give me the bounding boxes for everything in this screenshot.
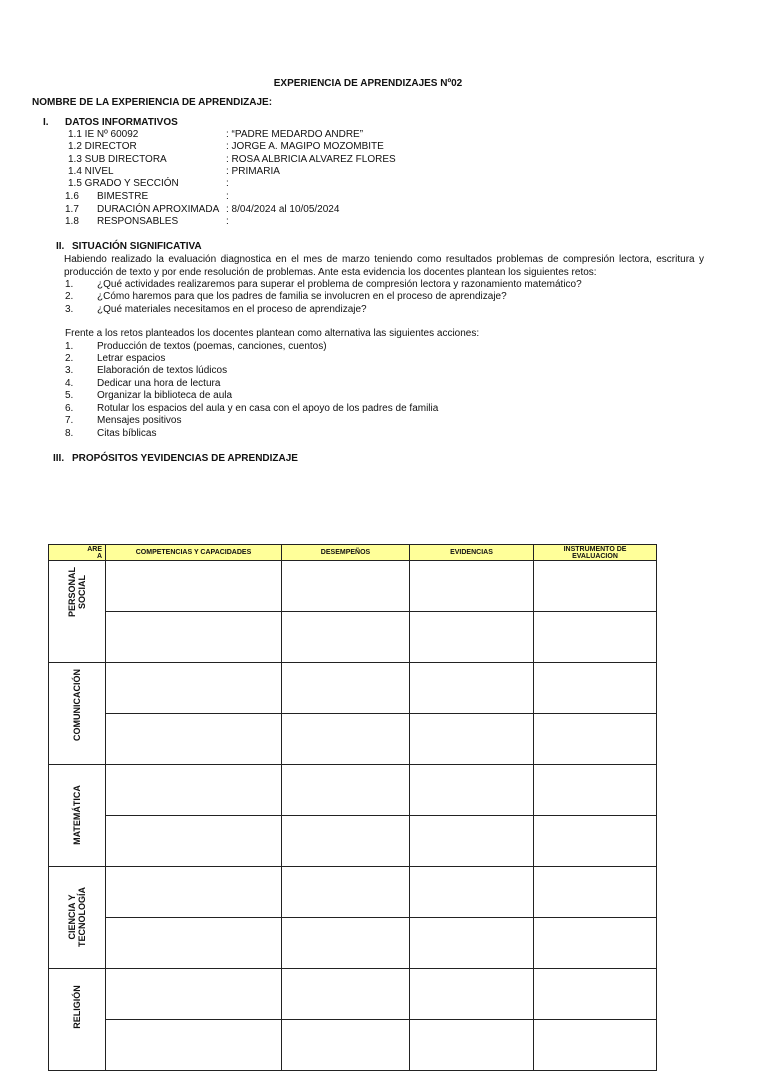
competencias-cell[interactable]: [106, 561, 282, 612]
instrumento-cell[interactable]: [534, 663, 657, 714]
desempenos-cell[interactable]: [282, 612, 410, 663]
instrumento-cell[interactable]: [534, 867, 657, 918]
info-label-subdirectora: 1.3 SUB DIRECTORA: [68, 154, 167, 165]
action-number: 4.: [65, 378, 74, 389]
action-number: 5.: [65, 390, 74, 401]
desempenos-cell[interactable]: [282, 1020, 410, 1071]
evidencias-cell[interactable]: [410, 867, 534, 918]
table-row: [49, 816, 657, 867]
instrumento-cell[interactable]: [534, 918, 657, 969]
info-label-nivel: 1.4 NIVEL: [68, 166, 114, 177]
area-label: COMUNICACIÓN: [72, 669, 82, 741]
info-value-duracion: : 8/04/2024 al 10/05/2024: [226, 204, 340, 215]
desempenos-cell[interactable]: [282, 663, 410, 714]
info-label-responsables: RESPONSABLES: [97, 216, 179, 227]
action-number: 2.: [65, 353, 74, 364]
section2-number: II.: [56, 241, 65, 252]
competencias-cell[interactable]: [106, 714, 282, 765]
info-num-bimestre: 1.6: [65, 191, 79, 202]
instrumento-cell[interactable]: [534, 816, 657, 867]
action-number: 7.: [65, 415, 74, 426]
info-value-subdirectora: : ROSA ALBRICIA ALVAREZ FLORES: [226, 154, 396, 165]
action-text: Rotular los espacios del aula y en casa con el apoyo de los padres de familia: [97, 403, 439, 414]
area-label: RELIGIÓN: [72, 985, 82, 1029]
desempenos-cell[interactable]: [282, 969, 410, 1020]
evidencias-cell[interactable]: [410, 561, 534, 612]
experience-name-label: NOMBRE DE LA EXPERIENCIA DE APRENDIZAJE:: [32, 97, 273, 108]
evidencias-cell[interactable]: [410, 816, 534, 867]
table-row: [49, 663, 657, 714]
action-text: Letrar espacios: [97, 353, 166, 364]
area-cell-personal-social: [49, 561, 106, 663]
section3-number: III.: [53, 453, 65, 464]
info-value-nivel: : PRIMARIA: [226, 166, 280, 177]
info-value-responsables: :: [226, 216, 229, 227]
competencias-cell[interactable]: [106, 918, 282, 969]
competencias-cell[interactable]: [106, 969, 282, 1020]
header-area: ARE A: [49, 545, 106, 561]
instrumento-cell[interactable]: [534, 612, 657, 663]
section1-heading: DATOS INFORMATIVOS: [65, 117, 178, 128]
action-number: 1.: [65, 341, 74, 352]
area-cell-comunicacion: [49, 663, 106, 765]
header-evidencias: EVIDENCIAS: [410, 545, 534, 561]
table-row: [49, 867, 657, 918]
instrumento-cell[interactable]: [534, 714, 657, 765]
table-row: [49, 765, 657, 816]
evidencias-cell[interactable]: [410, 918, 534, 969]
challenge-number: 1.: [65, 279, 74, 290]
challenge-number: 2.: [65, 291, 74, 302]
info-label-grado: 1.5 GRADO Y SECCIÓN: [68, 178, 179, 189]
competencias-cell[interactable]: [106, 816, 282, 867]
competencias-cell[interactable]: [106, 1020, 282, 1071]
action-number: 6.: [65, 403, 74, 414]
action-text: Dedicar una hora de lectura: [97, 378, 221, 389]
instrumento-cell[interactable]: [534, 969, 657, 1020]
evidencias-cell[interactable]: [410, 969, 534, 1020]
situation-paragraph: [64, 253, 704, 279]
section1-number: I.: [43, 117, 49, 128]
instrumento-cell[interactable]: [534, 561, 657, 612]
area-cell-matematica: [49, 765, 106, 867]
info-value-director: : JORGE A. MAGIPO MOZOMBITE: [226, 141, 384, 152]
section3-heading: PROPÓSITOS YEVIDENCIAS DE APRENDIZAJE: [72, 453, 298, 464]
info-label-director: 1.2 DIRECTOR: [68, 141, 137, 152]
desempenos-cell[interactable]: [282, 867, 410, 918]
action-text: Elaboración de textos lúdicos: [97, 365, 228, 376]
instrumento-cell[interactable]: [534, 765, 657, 816]
document-title: EXPERIENCIA DE APRENDIZAJES Nº02: [273, 78, 463, 89]
desempenos-cell[interactable]: [282, 561, 410, 612]
competencias-cell[interactable]: [106, 612, 282, 663]
action-number: 8.: [65, 428, 74, 439]
info-value-ie: : “PADRE MEDARDO ANDRE”: [226, 129, 364, 140]
action-text: Organizar la biblioteca de aula: [97, 390, 233, 401]
action-number: 3.: [65, 365, 74, 376]
competencias-cell[interactable]: [106, 765, 282, 816]
evidencias-cell[interactable]: [410, 714, 534, 765]
challenge-text: ¿Qué materiales necesitamos en el proceso de aprendizaje?: [97, 304, 367, 315]
competencias-cell[interactable]: [106, 867, 282, 918]
competencias-cell[interactable]: [106, 663, 282, 714]
table-header-row: [49, 545, 657, 561]
action-text: Producción de textos (poemas, canciones, cuentos): [97, 341, 327, 352]
desempenos-cell[interactable]: [282, 918, 410, 969]
action-text: Citas bíblicas: [97, 428, 157, 439]
evidencias-cell[interactable]: [410, 612, 534, 663]
purposes-table: [48, 544, 657, 1071]
header-desempenos: DESEMPEÑOS: [282, 545, 410, 561]
instrumento-cell[interactable]: [534, 1020, 657, 1071]
header-competencias: COMPETENCIAS Y CAPACIDADES: [106, 545, 282, 561]
evidencias-cell[interactable]: [410, 765, 534, 816]
area-cell-religion: [49, 969, 106, 1071]
table-row: [49, 969, 657, 1020]
table-row: [49, 918, 657, 969]
info-label-bimestre: BIMESTRE: [97, 191, 149, 202]
table-row: [49, 714, 657, 765]
info-label-duracion: DURACIÓN APROXIMADA: [97, 204, 220, 215]
area-label: PERSONAL SOCIAL: [67, 566, 87, 618]
table-row: [49, 561, 657, 612]
info-num-responsables: 1.8: [65, 216, 79, 227]
evidencias-cell[interactable]: [410, 663, 534, 714]
action-text: Mensajes positivos: [97, 415, 182, 426]
table-row: [49, 1020, 657, 1071]
area-cell-ciencia-tecnologia: [49, 867, 106, 969]
actions-intro: Frente a los retos planteados los docentes plantean como alternativa las siguientes acciones:: [65, 328, 480, 339]
desempenos-cell[interactable]: [282, 816, 410, 867]
table-row: [49, 612, 657, 663]
info-num-duracion: 1.7: [65, 204, 79, 215]
info-value-grado: :: [226, 178, 229, 189]
desempenos-cell[interactable]: [282, 714, 410, 765]
situation-paragraph-text: Habiendo realizado la evaluación diagnostica en el mes de marzo teniendo como resultados problemas de compresión lectora, escritura y producción de texto y por ende resolución de problemas. Ante esta evidencia los docentes plantean los siguientes retos:: [64, 254, 704, 278]
evidencias-cell[interactable]: [410, 1020, 534, 1071]
info-value-bimestre: :: [226, 191, 229, 202]
section2-heading: SITUACIÓN SIGNIFICATIVA: [72, 241, 202, 252]
info-label-ie: 1.1 IE Nº 60092: [68, 129, 139, 140]
area-label: CIENCIA Y TECNOLOGÍA: [67, 887, 87, 947]
desempenos-cell[interactable]: [282, 765, 410, 816]
challenge-number: 3.: [65, 304, 74, 315]
header-instrumento: INSTRUMENTO DE EVALUACION: [534, 545, 657, 561]
challenge-text: ¿Cómo haremos para que los padres de familia se involucren en el proceso de aprendizaje?: [97, 291, 507, 302]
area-label: MATEMÁTICA: [72, 785, 82, 845]
challenge-text: ¿Qué actividades realizaremos para superar el problema de compresión lectora y razonamiento matemático?: [97, 279, 582, 290]
